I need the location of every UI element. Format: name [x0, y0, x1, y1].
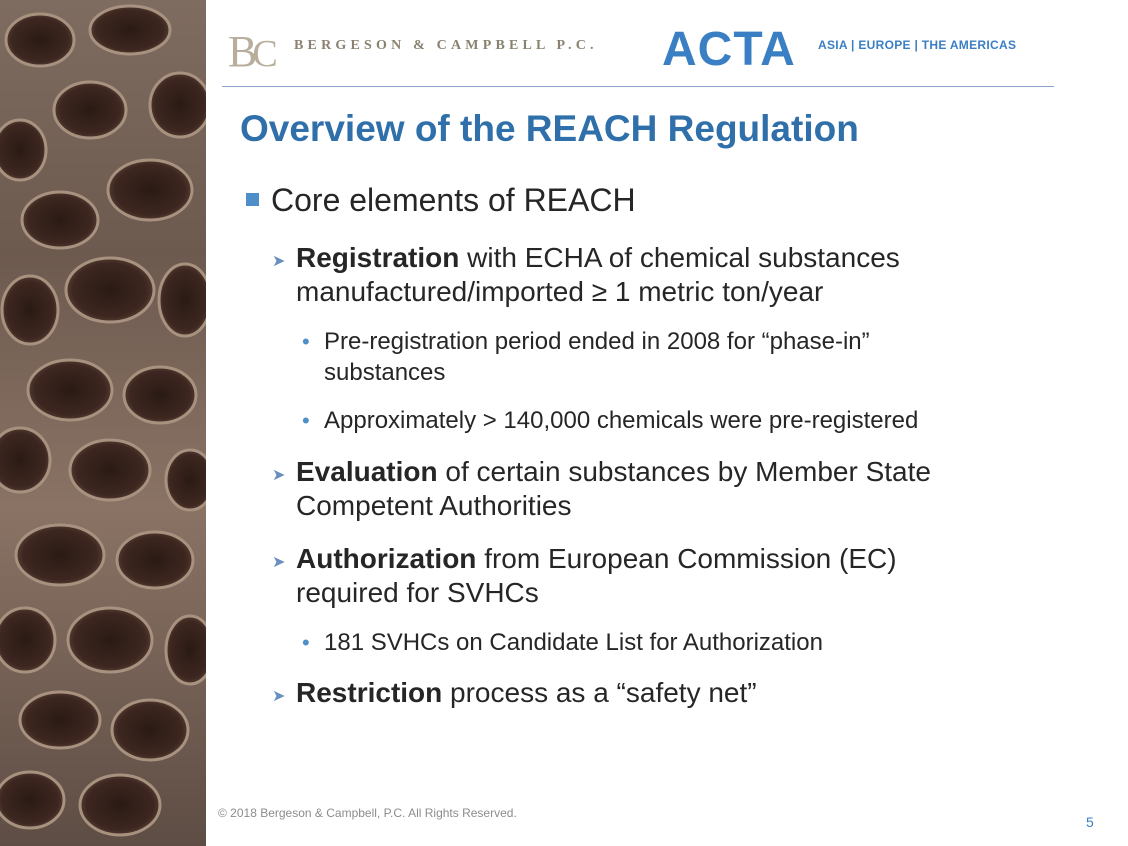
item-text-line2: manufactured/imported ≥ 1 metric ton/year: [296, 276, 824, 307]
dot-bullet-icon: •: [302, 408, 310, 433]
section-bullet: [246, 182, 636, 219]
square-bullet-icon: [246, 193, 259, 206]
arrow-bullet-icon: ➤: [272, 688, 286, 705]
page-number: 5: [1086, 814, 1094, 830]
firm-name-logo-text: BERGESON & CAMPBELL P.C.: [294, 38, 598, 53]
subitem-text-line1: Approximately > 140,000 chemicals were pre-registered: [324, 407, 919, 434]
arrow-bullet-icon: ➤: [272, 554, 286, 571]
arrow-bullet-icon: ➤: [272, 253, 286, 270]
bergeson-campbell-monogram-logo: [228, 26, 277, 77]
list-item-text: [296, 542, 897, 576]
item-text-line1: with ECHA of chemical substances: [459, 242, 900, 273]
item-keyword: Authorization: [296, 543, 477, 574]
lotus-pod-texture-image: [0, 0, 206, 846]
dot-bullet-icon: •: [302, 329, 310, 354]
section-heading: Core elements of REACH: [271, 182, 636, 218]
item-text-line1: from European Commission (EC): [476, 543, 897, 574]
subitem-text-line1: Pre-registration period ended in 2008 for “phase-in”: [324, 328, 870, 355]
arrow-bullet-icon: ➤: [272, 467, 286, 484]
item-keyword: Registration: [296, 242, 460, 273]
header-divider: [222, 86, 1054, 87]
item-text-line1: process as a “safety net”: [442, 677, 757, 708]
item-text-line2: Competent Authorities: [296, 490, 572, 521]
dot-bullet-icon: •: [302, 630, 310, 655]
regions-tagline: ASIA | EUROPE | THE AMERICAS: [818, 38, 1017, 52]
logo-monogram-c: C: [252, 33, 275, 75]
item-text-line2: required for SVHCs: [296, 577, 539, 608]
decorative-photo-strip: [0, 0, 206, 846]
copyright-footer: © 2018 Bergeson & Campbell, P.C. All Rights Reserved.: [218, 806, 517, 820]
list-item-text: [296, 455, 931, 489]
list-item-text: [296, 241, 900, 275]
item-text-line1: of certain substances by Member State: [437, 456, 931, 487]
list-item-text: [296, 676, 757, 710]
slide-title: Overview of the REACH Regulation: [240, 108, 859, 149]
subitem-text-line1: 181 SVHCs on Candidate List for Authorization: [324, 629, 823, 656]
item-keyword: Restriction: [296, 677, 443, 708]
logo-monogram-b: B: [228, 27, 255, 76]
acta-logo: ACTA: [662, 23, 796, 76]
item-keyword: Evaluation: [296, 456, 438, 487]
subitem-text-line2: substances: [324, 359, 446, 386]
